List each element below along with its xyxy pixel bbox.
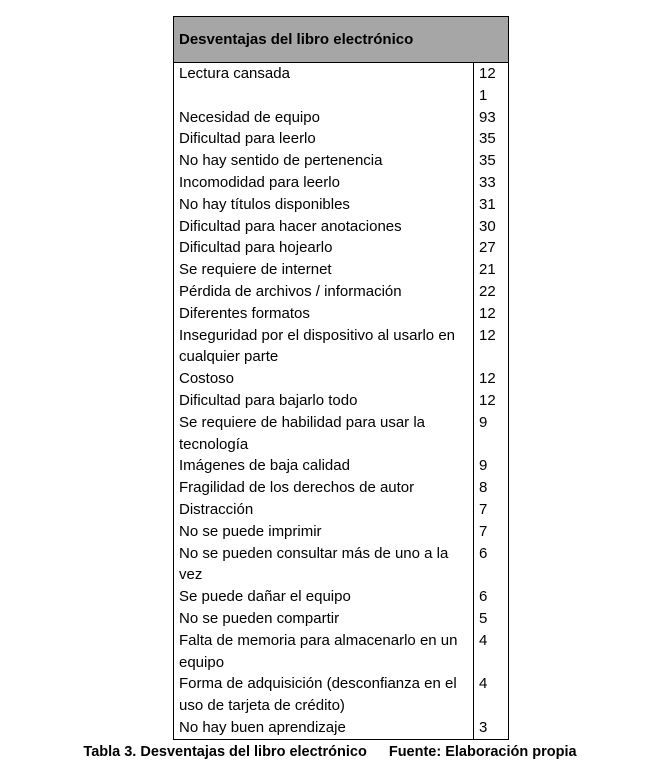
row-value: 22	[479, 282, 496, 300]
row-label: Falta de memoria para almacenarlo en un equipo	[174, 630, 474, 674]
table-body	[174, 63, 508, 739]
row-value: 4	[479, 675, 488, 693]
table-row	[174, 325, 508, 369]
row-label: Dificultad para hacer anotaciones	[174, 216, 474, 238]
row-value: 9	[479, 457, 488, 475]
row-label: Necesidad de equipo	[174, 107, 474, 129]
row-label: Distracción	[174, 499, 474, 521]
caption-source: Fuente: Elaboración propia	[388, 744, 577, 760]
row-value: 12	[479, 304, 496, 322]
row-label: Dificultad para leerlo	[174, 128, 474, 150]
row-value: 12	[479, 326, 496, 344]
row-value: 33	[479, 173, 496, 191]
row-value: 3	[479, 718, 488, 736]
table-row	[174, 586, 508, 608]
row-label: Pérdida de archivos / información	[174, 281, 474, 303]
table-row	[174, 172, 508, 194]
table-row	[174, 128, 508, 150]
row-value: 35	[479, 152, 496, 170]
table-row	[174, 107, 508, 129]
row-value: 5	[479, 609, 488, 627]
table-row	[174, 673, 508, 717]
row-label: Forma de adquisición (desconfianza en el uso de tarjeta de crédito)	[174, 673, 474, 717]
table-row	[174, 237, 508, 259]
table-row	[174, 216, 508, 238]
table-row	[174, 194, 508, 216]
table-row	[174, 281, 508, 303]
row-label: Dificultad para bajarlo todo	[174, 390, 474, 412]
row-value: 6	[479, 588, 488, 606]
table-row	[174, 717, 508, 739]
row-label: Inseguridad por el dispositivo al usarlo en cualquier parte	[174, 325, 474, 369]
row-label: No hay sentido de pertenencia	[174, 150, 474, 172]
table-row	[174, 412, 508, 456]
table-row	[174, 63, 508, 107]
row-label: Dificultad para hojearlo	[174, 237, 474, 259]
table-row	[174, 368, 508, 390]
row-value: 6	[479, 544, 488, 562]
row-value: 30	[479, 217, 496, 235]
table-row	[174, 499, 508, 521]
row-label: Se requiere de habilidad para usar la tecnología	[174, 412, 474, 456]
row-label: Diferentes formatos	[174, 303, 474, 325]
caption-title: Tabla 3. Desventajas del libro electrónico	[83, 744, 367, 760]
table-row	[174, 259, 508, 281]
table-row	[174, 303, 508, 325]
row-label: Lectura cansada	[174, 63, 474, 107]
row-label: Imágenes de baja calidad	[174, 455, 474, 477]
row-value: 8	[479, 479, 488, 497]
table-caption	[0, 744, 660, 760]
row-label: Costoso	[174, 368, 474, 390]
table-row	[174, 521, 508, 543]
row-value: 93	[479, 108, 496, 126]
row-label: No hay buen aprendizaje	[174, 717, 474, 739]
row-label: No se pueden compartir	[174, 608, 474, 630]
row-label: Fragilidad de los derechos de autor	[174, 477, 474, 499]
table-row	[174, 455, 508, 477]
table-row	[174, 543, 508, 587]
row-value: 35	[479, 130, 496, 148]
row-value: 12	[479, 370, 496, 388]
row-value: 12	[479, 391, 496, 409]
row-label: No hay títulos disponibles	[174, 194, 474, 216]
row-label: Incomodidad para leerlo	[174, 172, 474, 194]
row-value: 7	[479, 522, 488, 540]
table-header: Desventajas del libro electrónico	[174, 17, 508, 63]
row-label: Se puede dañar el equipo	[174, 586, 474, 608]
row-value: 12 1	[479, 65, 496, 104]
table-row	[174, 390, 508, 412]
row-value: 4	[479, 631, 488, 649]
table-row	[174, 150, 508, 172]
table-row	[174, 630, 508, 674]
row-value: 31	[479, 195, 496, 213]
disadvantages-table	[173, 16, 509, 740]
row-label: Se requiere de internet	[174, 259, 474, 281]
row-value: 7	[479, 500, 488, 518]
row-value: 9	[479, 413, 488, 431]
row-label: No se puede imprimir	[174, 521, 474, 543]
table-row	[174, 608, 508, 630]
row-value: 27	[479, 239, 496, 257]
row-label: No se pueden consultar más de uno a la vez	[174, 543, 474, 587]
table-rows	[174, 63, 508, 739]
table-row	[174, 477, 508, 499]
row-value: 21	[479, 261, 496, 279]
